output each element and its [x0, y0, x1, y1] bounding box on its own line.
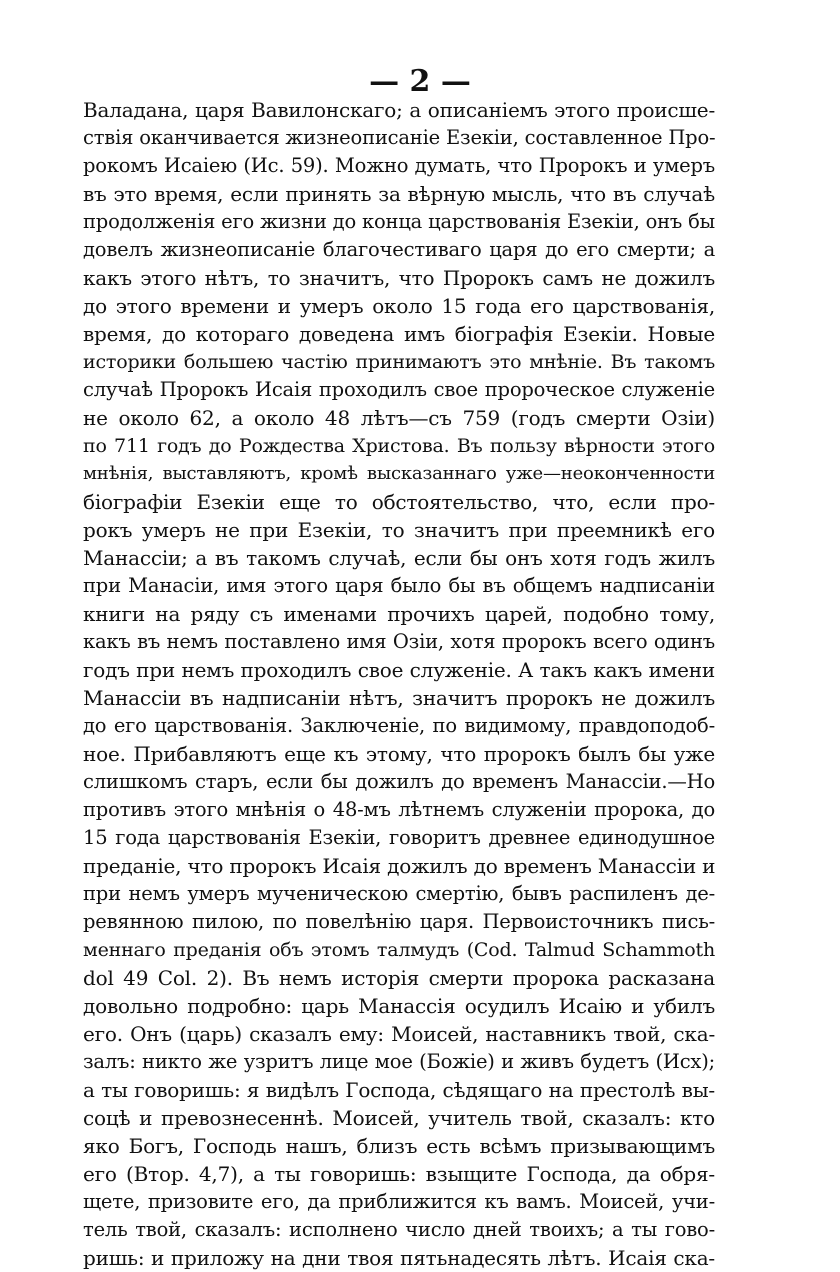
text-line: какъ этого нѣтъ, то значитъ, что Пророкъ самъ не дожилъ	[83, 266, 715, 290]
text-line: по 711 годъ до Рождества Христова. Въ пользу вѣрности этого	[83, 435, 715, 457]
text-line: историки большею частію принимаютъ это мнѣніе. Въ такомъ	[83, 351, 715, 373]
text-line: при немъ умеръ мученическою смертію, бывъ распиленъ де-	[83, 882, 715, 905]
text-line: тель твой, сказалъ: исполнено число дней твоихъ; а ты гово-	[83, 1218, 715, 1241]
text-line: ствія оканчивается жизнеописаніе Езекіи, составленное Про-	[83, 126, 715, 149]
text-line: залъ: никто же узритъ лице мое (Божіе) и живъ будетъ (Исх);	[83, 1050, 715, 1073]
text-line: время, до котораго доведена имъ біографія Езекіи. Новые	[83, 322, 715, 346]
text-line: его. Онъ (царь) сказалъ ему: Моисей, наставникъ твой, ска-	[83, 1022, 715, 1046]
text-line: 15 года царствованія Езекіи, говоритъ древнее единодушное	[83, 826, 715, 849]
text-line: рокомъ Исаіею (Ис. 59). Можно думать, что Пророкъ и умеръ	[83, 154, 715, 177]
text-line: рокъ умеръ не при Езекіи, то значитъ при преемникѣ его	[83, 518, 715, 542]
text-line: до его царствованія. Заключеніе, по видимому, правдоподоб-	[83, 714, 715, 737]
text-line: яко Богъ, Господь нашъ, близъ есть всѣмъ призывающимъ	[83, 1134, 715, 1158]
text-line: меннаго преданія объ этомъ талмудъ (Cod. Talmud Schammoth	[83, 939, 715, 961]
text-line: Валадана, царя Вавилонскаго; а описаніемъ этого происше-	[83, 98, 715, 122]
text-line: а ты говоришь: я видѣлъ Господа, сѣдящаго на престолѣ вы-	[83, 1078, 715, 1102]
text-line: ришь: и приложу на дни твоя пятьнадесять лѣтъ. Исаія ска-	[83, 1246, 715, 1270]
text-line: dol 49 Col. 2). Въ немъ исторія смерти пророка расказана	[83, 966, 715, 990]
text-line: ревянною пилою, по повелѣнію царя. Первоисточникъ пись-	[83, 910, 715, 933]
text-line: біографіи Езекіи еще то обстоятельство, что, если про-	[83, 490, 715, 514]
text-line: ное. Прибавляютъ еще къ этому, что пророкъ былъ бы уже	[83, 742, 715, 766]
text-line: книги на ряду съ именами прочихъ царей, подобно тому,	[83, 602, 715, 626]
text-line: довелъ жизнеописаніе благочестиваго царя до его смерти; а	[83, 238, 715, 261]
text-line: преданіе, что пророкъ Исаія дожилъ до временъ Манассіи и	[83, 854, 715, 878]
page-number: — 2 —	[369, 64, 471, 99]
text-line: его (Втор. 4,7), а ты говоришь: взыщите Господа, да обря-	[83, 1162, 715, 1186]
text-line: мнѣнія, выставляютъ, кромѣ высказаннаго уже—неоконченности	[83, 463, 715, 484]
body-text	[83, 96, 715, 1272]
text-line: до этого времени и умеръ около 15 года его царствованія,	[83, 294, 715, 318]
text-line: довольно подробно: царь Манассія осудилъ Исаію и убилъ	[83, 994, 715, 1018]
text-line: при Манасіи, имя этого царя было бы въ общемъ надписаніи	[83, 574, 715, 597]
text-line: не около 62, а около 48 лѣтъ—съ 759 (годъ смерти Озіи)	[83, 406, 715, 430]
text-line: щете, призовите его, да приближится къ вамъ. Моисей, учи-	[83, 1190, 715, 1213]
text-line: Манассіи; а въ такомъ случаѣ, если бы онъ хотя годъ жилъ	[83, 546, 715, 570]
text-line: въ это время, если принять за вѣрную мысль, что въ случаѣ	[83, 182, 715, 206]
text-line: соцѣ и превознесеннѣ. Моисей, учитель твой, сказалъ: кто	[83, 1106, 715, 1130]
text-line: противъ этого мнѣнія о 48-мъ лѣтнемъ служеніи пророка, до	[83, 798, 715, 821]
text-line: Манассіи въ надписаніи нѣтъ, значитъ пророкъ не дожилъ	[83, 686, 715, 710]
text-line: слишкомъ старъ, если бы дожилъ до временъ Манассіи.—Но	[83, 770, 715, 793]
text-line: случаѣ Пророкъ Исаія проходилъ свое пророческое служеніе	[83, 378, 715, 401]
text-line: какъ въ немъ поставлено имя Озіи, хотя пророкъ всего одинъ	[83, 630, 715, 653]
text-line: годъ при немъ проходилъ свое служеніе. А такъ какъ имени	[83, 658, 715, 682]
text-line: продолженія его жизни до конца царствованія Езекіи, онъ бы	[83, 210, 715, 233]
